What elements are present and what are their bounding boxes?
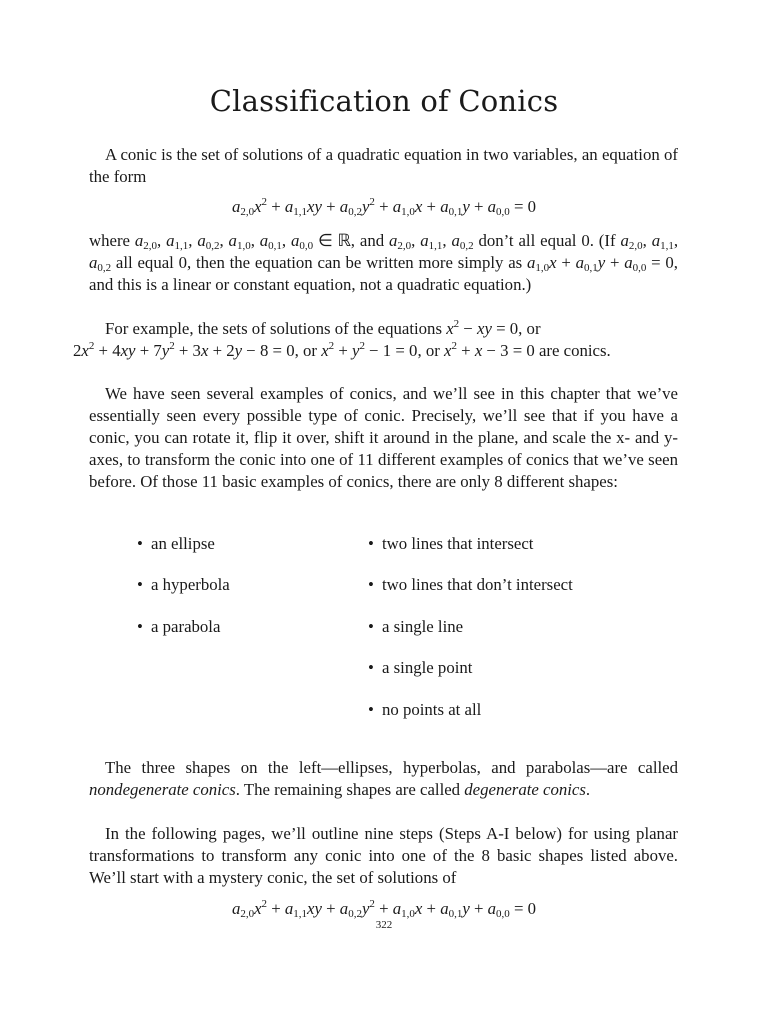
where-text: where $a_{2,0}$, $a_{1,1}$, $a_{0,2}$, $a_{1,0}$, $a_{0,1}$, $a_{0,0}$ ∈ ℝ, and $a_{2,0}$, $a_{1,1}$, $a_{0,2}$ don’t all equal 0. (If $a_{2,0}$, $a_{1,1}$, $a_{0,2}$ all equal 0, then the equation can be written more simply as $a_{1,0}x + a_{0,1}y + a_{0,0} = 0$, and this is a linear or constant equation, not a quadratic equation.) (89, 231, 679, 294)
example-text-4: , or (417, 341, 440, 360)
page-number: 322 (375, 919, 393, 931)
nondegenerate-text (89, 757, 678, 801)
bullet-icon: • (368, 699, 374, 719)
where-text-5: , and this is a linear or constant equation, not a quadratic equation.) (89, 253, 678, 294)
list-item (137, 533, 230, 574)
list-item-label: a hyperbola (151, 575, 230, 595)
list-item-label: a single point (382, 658, 473, 678)
bullet-icon: • (137, 575, 143, 595)
list-item (137, 574, 230, 615)
degenerate-term: degenerate conics (464, 780, 586, 799)
example-text-5: are conics. (538, 341, 611, 360)
example-text: For example, the sets of solutions of the equations $x^2$ − xy = 0, or $2x^2 + 4xy + 7y^2 + 3x + 2y - 8 = 0$, or $x^2 + y^2 - 1 = 0$, or $x^2 + x - 3 = 0$ are conics. (73, 318, 611, 360)
chapter-title: Classification of Conics (209, 84, 559, 118)
nondegenerate-text-1: The three shapes on the left—ellipses, hyperbolas, and parabolas—are called (105, 758, 678, 777)
nondegenerate-text-3: . (585, 780, 591, 799)
list-item (368, 616, 573, 657)
list-item (368, 533, 573, 574)
bullet-list-right (368, 533, 573, 740)
example-paragraph (73, 318, 678, 362)
example-text-1: For example, the sets of solutions of the equations (105, 319, 442, 338)
bullet-icon: • (137, 534, 143, 553)
seen-text: We have seen several examples of conics, and we’ll see in this chapter that we’ve essentially seen every possible type of conic. Precisely, we’ll see that if you have a conic, you can rotate it, flip it over, shift it around in the plane, and scale the x- and y-axes, to transform the conic into one of 11 different examples of conics that we’ve seen before. Of those 11 basic examples of conics, there are only 8 different shapes: (89, 384, 678, 491)
bullet-icon: • (368, 575, 374, 595)
where-text-3: don’t all equal 0. (If (478, 231, 616, 250)
list-item-label: no points at all (382, 699, 482, 719)
seen-paragraph (89, 383, 678, 493)
bullet-icon: • (368, 534, 374, 553)
list-item-label: an ellipse (151, 534, 215, 553)
list-item (368, 657, 573, 698)
list-item (368, 699, 573, 740)
example-text-3: , or (294, 341, 317, 360)
nondegenerate-paragraph (89, 757, 678, 801)
bullet-icon: • (137, 616, 143, 636)
list-item-label: two lines that intersect (382, 534, 534, 553)
list-item-label: two lines that don’t intersect (382, 575, 573, 595)
example-text-2: , or (518, 319, 541, 338)
bullet-icon: • (368, 658, 374, 678)
mystery-conic-equation: $a_{2,0}x^2 + a_{1,1}xy + a_{0,2}y^2 + a_{1,0}x + a_{0,1}y + a_{0,0} = 0$ (231, 898, 537, 920)
list-item (137, 616, 230, 657)
bullet-icon: • (368, 616, 374, 636)
intro-paragraph (89, 144, 678, 188)
nondegenerate-term: nondegenerate conics (89, 780, 236, 799)
general-equation: $a_{2,0}x^2 + a_{1,1}xy + a_{0,2}y^2 + a_{1,0}x + a_{0,1}y + a_{0,0} = 0$ (231, 196, 537, 218)
where-text-4: all equal 0, then the equation can be written more simply as (115, 253, 523, 272)
where-text-1: where (89, 231, 130, 250)
list-item-label: a parabola (151, 616, 221, 636)
intro-text: A conic is the set of solutions of a quadratic equation in two variables, an equation of the form (89, 145, 678, 186)
nondegenerate-text-2: . The remaining shapes are called (235, 780, 461, 799)
list-item-label: a single line (382, 616, 464, 636)
steps-paragraph (89, 823, 678, 889)
bullet-list-left (137, 533, 230, 657)
where-paragraph (89, 230, 678, 296)
list-item (368, 574, 573, 615)
steps-text: In the following pages, we’ll outline nine steps (Steps A-I below) for using planar transformations to transform any conic into one of the 8 basic shapes listed above. We’ll start with a mystery conic, the set of solutions of (89, 824, 678, 887)
where-text-2: , and (350, 231, 385, 250)
